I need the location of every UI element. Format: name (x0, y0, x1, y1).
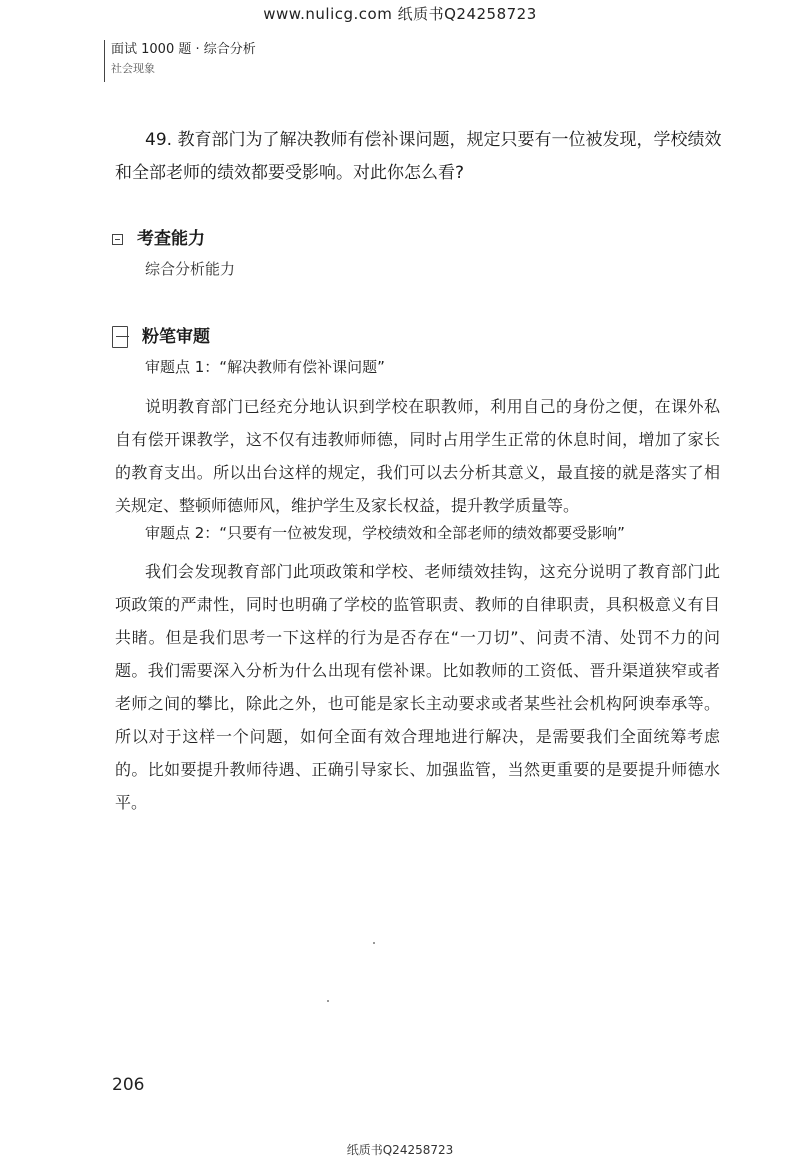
running-title: 面试 1000 题 · 综合分析 (111, 42, 256, 57)
analysis-point-2: 审题点 2：“只要有一位被发现，学校绩效和全部老师的绩效都要受影响” (145, 524, 625, 542)
pen-box-icon (112, 326, 128, 348)
scan-speck (373, 942, 375, 944)
section-ability-content: 综合分析能力 (145, 260, 236, 278)
question-text: 49. 教育部门为了解决教师有偿补课问题，规定只要有一位被发现，学校绩效和全部老师的绩效都要受影响。对此你怎么看? (115, 130, 722, 183)
running-subtitle: 社会现象 (111, 62, 155, 75)
analysis-point-1: 审题点 1：“解决教师有偿补课问题” (145, 358, 385, 376)
analysis-paragraph-1: 说明教育部门已经充分地认识到学校在职教师，利用自己的身份之便，在课外私自有偿开课教学，这不仅有违教师师德，同时占用学生正常的休息时间，增加了家长的教育支出。所以出台这样的规定，我们可以去分析其意义，最直接的就是落实了相关规定、整顿师德师风，维护学生及家长权益，提升教学质量等。 (115, 397, 720, 515)
top-url-watermark: www.nulicg.com 纸质书Q24258723 (263, 5, 537, 23)
scan-speck (327, 1000, 329, 1002)
bullet-box-icon (112, 234, 123, 245)
section-ability-heading (112, 224, 205, 249)
section-analysis-heading (112, 322, 210, 348)
running-head (104, 40, 256, 82)
section-ability-title: 考查能力 (137, 229, 205, 249)
page-number: 206 (112, 1075, 145, 1095)
bottom-watermark: 纸质书Q24258723 (346, 1143, 454, 1157)
section-analysis-title: 粉笔审题 (142, 327, 210, 347)
analysis-paragraph-2: 我们会发现教育部门此项政策和学校、老师绩效挂钩，这充分说明了教育部门此项政策的严肃性，同时也明确了学校的监管职责、教师的自律职责，具积极意义有目共睹。但是我们思考一下这样的行为是否存在“一刀切”、问责不清、处罚不力的问题。我们需要深入分析为什么出现有偿补课。比如教师的工资低、晋升渠道狭窄或者老师之间的攀比，除此之外，也可能是家长主动要求或者某些社会机构阿谀奉承等。所以对于这样一个问题，如何全面有效合理地进行解决，是需要我们全面统筹考虑的。比如要提升教师待遇、正确引导家长、加强监管，当然更重要的是要提升师德水平。 (115, 562, 720, 812)
